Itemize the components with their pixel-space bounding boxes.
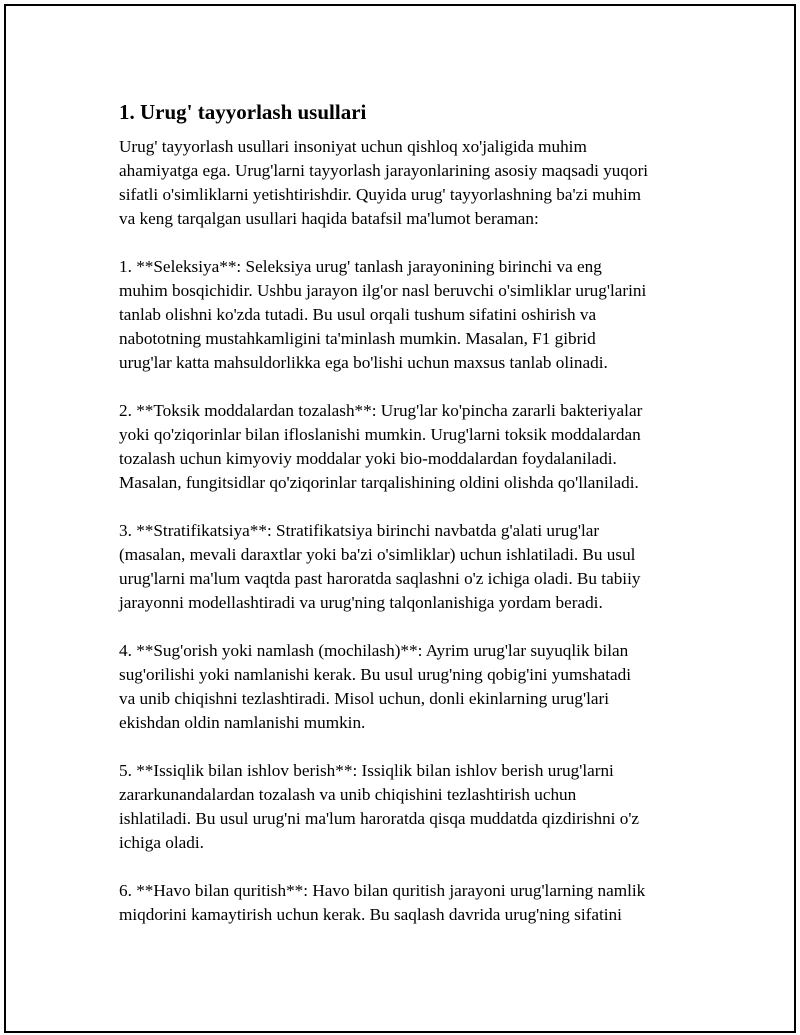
text-line: 1. **Seleksiya**: Seleksiya urug' tanlash jarayonining birinchi va eng <box>119 257 602 276</box>
text-line: ichiga oladi. <box>119 833 204 852</box>
text-line: (masalan, mevali daraxtlar yoki ba'zi o'simliklar) uchun ishlatiladi. Bu usul <box>119 545 636 564</box>
text-line: Masalan, fungitsidlar qo'ziqorinlar tarqalishining oldini olishda qo'llaniladi. <box>119 473 639 492</box>
text-line: va unib chiqishni tezlashtiradi. Misol uchun, donli ekinlarning urug'lari <box>119 689 609 708</box>
method-paragraph-issiqlik <box>119 759 719 855</box>
text-line: ahamiyatga ega. Urug'larni tayyorlash jarayonlarining asosiy maqsadi yuqori <box>119 161 649 180</box>
text-line: zararkunandalardan tozalash va unib chiqishini tezlashtirish uchun <box>119 785 577 804</box>
text-line: 4. **Sug'orish yoki namlash (mochilash)**: Ayrim urug'lar suyuqlik bilan <box>119 641 629 660</box>
text-line: 3. **Stratifikatsiya**: Stratifikatsiya birinchi navbatda g'alati urug'lar <box>119 521 600 540</box>
text-line: tanlab olishni ko'zda tutadi. Bu usul orqali tushum sifatini oshirish va <box>119 305 597 324</box>
text-line: sifatli o'simliklarni yetishtirishdir. Quyida urug' tayyorlashning ba'zi muhim <box>119 185 641 204</box>
document-page <box>4 4 796 1033</box>
text-line: sug'orilishi yoki namlanishi kerak. Bu usul urug'ning qobig'ini yumshatadi <box>119 665 631 684</box>
text-line: urug'lar katta mahsuldorlikka ega bo'lishi uchun maxsus tanlab olinadi. <box>119 353 608 372</box>
text-line: urug'larni ma'lum vaqtda past haroratda saqlashni o'z ichiga oladi. Bu tabiiy <box>119 569 641 588</box>
text-line: 2. **Toksik moddalardan tozalash**: Urug'lar ko'pincha zararli bakteriyalar <box>119 401 643 420</box>
method-paragraph-seleksiya <box>119 255 719 375</box>
text-line: muhim bosqichidir. Ushbu jarayon ilg'or nasl beruvchi o'simliklar urug'larini <box>119 281 647 300</box>
method-paragraph-stratifikatsiya <box>119 519 719 615</box>
text-line: va keng tarqalgan usullari haqida batafsil ma'lumot beraman: <box>119 209 539 228</box>
method-paragraph-havo <box>119 879 719 927</box>
text-line: miqdorini kamaytirish uchun kerak. Bu saqlash davrida urug'ning sifatini <box>119 905 622 924</box>
text-line: tozalash uchun kimyoviy moddalar yoki bio-moddalardan foydalaniladi. <box>119 449 617 468</box>
text-line: ishlatiladi. Bu usul urug'ni ma'lum haroratda qisqa muddatda qizdirishni o'z <box>119 809 640 828</box>
section-heading: 1. Urug' tayyorlash usullari <box>119 100 367 124</box>
document-content <box>119 98 719 951</box>
text-line: ekishdan oldin namlanishi mumkin. <box>119 713 366 732</box>
method-paragraph-sugorish <box>119 639 719 735</box>
method-paragraph-toksik <box>119 399 719 495</box>
text-line: nabototning mustahkamligini ta'minlash mumkin. Masalan, F1 gibrid <box>119 329 596 348</box>
text-line: 5. **Issiqlik bilan ishlov berish**: Issiqlik bilan ishlov berish urug'larni <box>119 761 614 780</box>
text-line: Urug' tayyorlash usullari insoniyat uchun qishloq xo'jaligida muhim <box>119 137 587 156</box>
intro-paragraph <box>119 135 719 231</box>
text-line: jarayonni modellashtiradi va urug'ning talqonlanishiga yordam beradi. <box>119 593 603 612</box>
text-line: yoki qo'ziqorinlar bilan ifloslanishi mumkin. Urug'larni toksik moddalardan <box>119 425 641 444</box>
text-line: 6. **Havo bilan quritish**: Havo bilan quritish jarayoni urug'larning namlik <box>119 881 646 900</box>
